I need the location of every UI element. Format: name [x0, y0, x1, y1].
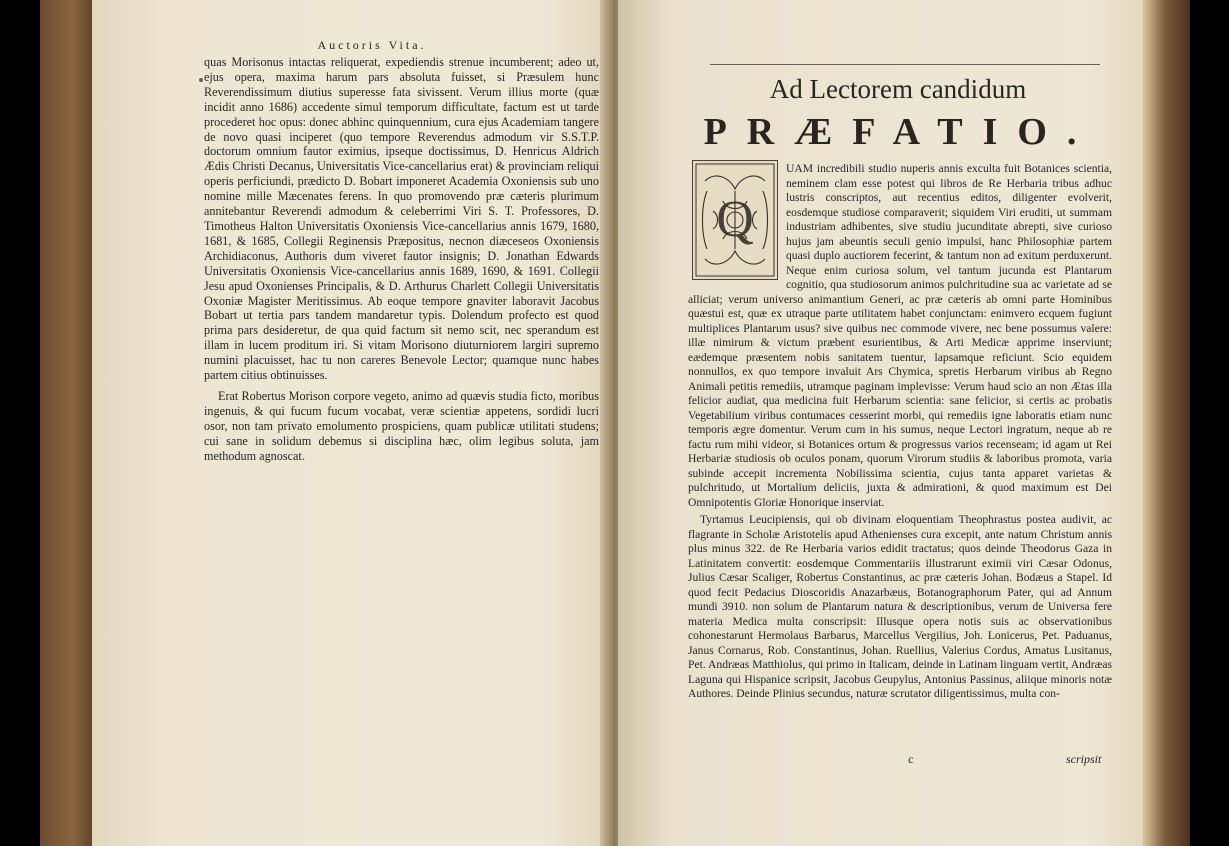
margin-mark: [199, 78, 203, 82]
preface-heading: PRÆFATIO.: [703, 111, 1097, 153]
signature-mark: c: [908, 752, 914, 766]
initial-letter: Q: [716, 191, 754, 248]
preface-title: Ad Lectorem candidum: [769, 74, 1027, 104]
paragraph: quas Morisonus intactas reliquerat, expediendis strenue incumberent; adeo ut, ejus opera, maxima harum pars absoluta fuisset, si Præsulem hunc Reverendissimum diutius superesse fata sivissent. Verum illius morte (quæ incidit anno 1686) accedente simul temporum difficultate, factum est ut tarde procederet hoc opus: donec abhinc quinquennium, cura ejus Academiam tangere de novo quasi inciperet (quo tempore Reverendus admodum vir S.S.T.P. doctorum omnium fautor eximius, ipseque doctissimus, D. Henricus Aldrich Ædis Christi Decanus, Universitatis Vice-cancellarius erat) & provinciam reliqui operis perficiundi, prædicto D. Bobart imponeret Academia Oxoniensis sub uno nomine mille Mæcenates ferens. In quo promovendo præ cæteris plurimum annitebantur Reverendi admodum & celeberrimi Viri S. T. Professores, D. Timotheus Halton Universitatis Oxoniensis Vice-cancellarius annis 1679, 1680, 1681, & 1685, Collegii Reginensis Præpositus, necnon diæceseos Oxoniensis Archidiaconus, Authoris dum viveret fautor insignis; D. Jonathan Edwards Universitatis Oxoniensis Vice-cancellarius annis 1689, 1690, & 1691. Collegii Jesu apud Oxonienses Principalis, & D. Arthurus Charlett Collegii Universitatis Oxoniæ Magister Meritissimus. Ab eoque tempore gnaviter laboravit Jacobus Bobart ut tertia pars tandem mandaretur typis. Dolendum profecto est quod prima pars desideretur, de qua quid factum sit nemo scit, nec sperandum est illam in lucem proditum iri. Si vitam Morisono diuturniorem largiri supremo numini placuisset, hac tu non careres Benevole Lector; quamque nunc habes partem citius obtinuisses.: [204, 55, 599, 383]
right-page: [618, 0, 1143, 846]
paragraph: Tyrtamus Leucipiensis, qui ob divinam eloquentiam Theophrastus postea audivit, ac flagrante in Scholæ Aristotelis apud Athenienses cura excepit, ante natum Christum annis plus minus 322. de Re Herbaria varios edidit tractatus; quos deinde Theodorus Gaza in Latinitatem convertit: eosdemque Commentariis illustrarunt eximii viri Cæsar Odonus, Julius Cæsar Scaliger, Robertus Constantinus, ac præ cæteris Johan. Bodæus a Stapel. Id quod fecit Pedacius Dioscoridis Anazarbæus, Botanographorum Pater, qui ad Annum mundi 3910. non solum de Plantarum natura & descriptionibus, verum de Universa fere materia Medica multa conscripsit: Illusque opera notis suis ac observationibus cohonestarunt Hermolaus Barbarus, Marcellus Vergilius, Joh. Lonicerus, Pet. Paduanus, Janus Cornarus, Rob. Constantinus, Johan. Ruellius, Valerius Cordus, Amatus Lusitanus, Pet. Andræas Matthiolus, qui primo in Italicam, deinde in Latinam linguam vertit, Andræas Laguna qui Hispanice scripsit, Jacobus Geupylus, Antonius Passinus, aliique minoris notæ Authores. Deinde Plinius secundus, naturæ scrutator diligentissimus, multa con-: [688, 513, 1112, 700]
book-scan: [40, 0, 1190, 846]
left-page: [92, 0, 652, 846]
decorated-initial: [692, 160, 778, 280]
ornament-icon: [693, 161, 777, 279]
paragraph-text: UAM incredibili studio nuperis annis exculta fuit Botanices scientia, neminem clam esse potest qui libros de Re Herbaria tribus adhuc lustris conscriptos, aut recentius editos, diligenter evolverit, eosdemque studiose comparaverit; siquidem Viri eruditi, ut summam industriam adhibentes, sive studiu jucunditate abrepti, sive curioso hujus jam abeuntis seculi genio impulsi, hanc Philosophiæ partem quasi duplo auctiorem fecerint, & tantum non ad exitum perduxerunt. Neque enim curiosa solum, vel tantum jucunda est Plantarum cognitio, qua studiosorum animos pulchritudine sua ac varietate ad se alliciat; verum universo animantium Generi, ac præ cæteris ab omni parte Hominibus quæstui est, quæ ex utraque parte utilitatem habet conjunctam: enimvero ecquem fugiunt multiplices Plantarum usus? sive quibus nec commode vivere, nec bene possumus valere: illæ nimirum & victum præbent esurientibus, & Arti Medicæ apprime inserviunt; eædemque præsentem nobis sanitatem tuentur, lapsamque reficiunt. Scio equidem nonnullos, ex quo tempore invaluit Ars Chymica, spretis Herbarum viribus ab Regno Animali petitis remediis, utramque paginam implevisse: Verum haud scio an non Ætas illa felicior audiat, qua medicina fuit Herbarum scientia: sane felicior, si certis ac probatis Vegetabilium viribus contumaces cesserint morbi, qui remediis igne laboratis etiam nunc temporis ægre domentur. Verum cum in his sumus, neque Lectori ingratum, neque ab re factu rum mihi videor, si Botanices ortum & progressus varios recenseam; id agam ut Rei Herbariæ studiosis ob oculos ponam, quorum Virorum studiis & laboribus promota, varia subinde accepit incrementa Nobilissima scientia, cujus tanta apparet varietas & pulchritudo, ut Mortalium deliciis, juxta & admirationi, & quod maximum est Dei Omnipotentis Gloriæ Honorique inserviat.: [688, 162, 1112, 509]
catchword: scripsit: [1066, 752, 1102, 766]
left-page-text: [204, 55, 599, 463]
book-cover-right: [1135, 0, 1190, 846]
paragraph: Erat Robertus Morison corpore vegeto, animo ad quævis studia ficto, moribus ingenuis, & qui fucum fucum vocabat, veræ scientiæ appetens, sordidi lucri osor, non tam privato emolumento prospiciens, quam publicæ utilitati studens; cui sane in solidum debemus si disciplina hæc, olim legibus soluta, jam methodum agnoscat.: [204, 388, 599, 463]
header-rule: [710, 64, 1100, 65]
book-cover-left: [40, 0, 95, 846]
running-head: Auctoris Vita.: [317, 38, 427, 52]
